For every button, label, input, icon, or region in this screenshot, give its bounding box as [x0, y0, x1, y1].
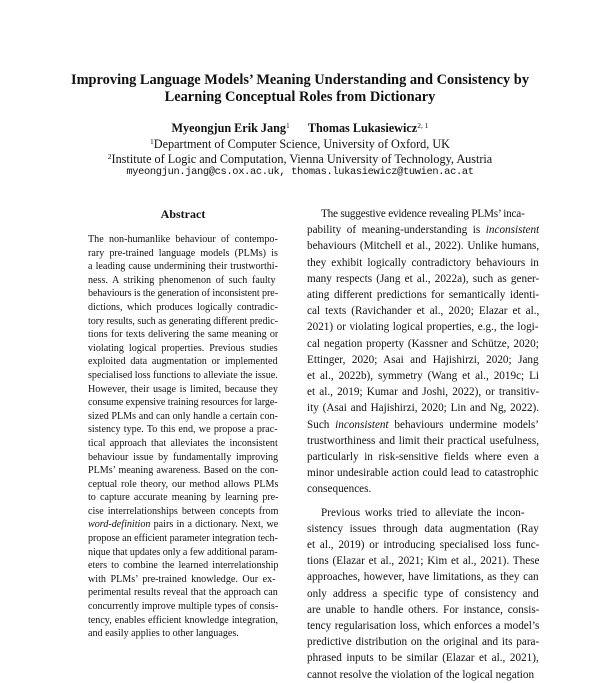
text-line: PLMs’ meaning awareness. Based on the con- — [88, 465, 278, 477]
text-line: However, their usage is limited, because they — [88, 383, 278, 395]
text-line: behaviours is the generation of inconsistent pre- — [88, 288, 278, 300]
affiliation-mark: 2 — [107, 152, 112, 161]
text-line: minor undesirable action could lead to catastrophic — [307, 467, 539, 480]
affiliation-text: Institute of Logic and Computation, Vienna University of Technology, Austria — [111, 152, 493, 166]
text-line: perimental results reveal that the approach can — [88, 587, 278, 599]
text-line: The suggestive evidence revealing PLMs’ inca- — [321, 208, 525, 220]
text-line: tions (Elazar et al., 2021; Kim et al., 2021). These — [307, 555, 539, 568]
text-line: tions for texts delivering the same meaning or — [88, 329, 278, 341]
text-line: tical approach that alleviates the inconsistent — [88, 437, 278, 449]
text-line: a leading cause undermining their trustworthi- — [88, 261, 278, 273]
text-line: ating different predictions for semantically identi- — [307, 289, 539, 302]
text-line: cise interrelationships between concepts from — [88, 505, 278, 517]
text-line: predictive distribution on the original and its para- — [307, 636, 539, 649]
text-line: behaviours (Mitchell et al., 2022). Unlike humans, — [307, 240, 539, 253]
text-line: cal negation property (Kassner and Schütze, 2020; — [307, 337, 539, 350]
abstract-body — [88, 233, 278, 641]
text-line: dictions, which produces logically contradic- — [88, 301, 278, 313]
text-line: tency regularisation loss, which enforces a model’s — [307, 620, 539, 633]
text-line: rary pre-trained language models (PLMs) is — [88, 247, 278, 259]
text-line: with PLMs’ pre-trained knowledge. Our ex- — [88, 573, 276, 585]
text-line: nique that updates only a few additional param- — [88, 546, 278, 558]
text-line: pability of meaning-understanding is inconsistent — [307, 224, 539, 237]
text-line: behaviour issue by fundamentally improving — [88, 451, 278, 463]
text-line: sized PLMs and can only handle a certain con- — [88, 410, 278, 422]
text-line: they exhibit logically contradictory behaviours in — [307, 256, 539, 269]
intro-paragraph — [307, 505, 539, 683]
text-line: only address a specific type of consistency and — [307, 587, 539, 600]
affiliation-text: Department of Computer Science, University of Oxford, UK — [153, 137, 450, 151]
text-line: eters to combine the learned interrelationship — [88, 560, 278, 572]
text-line: specialised loss functions to alleviate the issue. — [88, 369, 278, 381]
title-line: Improving Language Models’ Meaning Understanding and Consistency by — [70, 72, 530, 88]
paper-title — [40, 72, 560, 106]
intro-column — [307, 206, 539, 683]
text-line: consequences. — [307, 483, 372, 496]
text-line: sistency issues through data augmentation (Ray — [307, 522, 539, 535]
text-line: violating logical properties. Previous studies — [88, 342, 278, 354]
text-line: and easily applies to other languages. — [88, 628, 239, 640]
text-line: 2021) or violating logical properties, e.g., the logi- — [307, 321, 539, 334]
text-line: phrased inputs to be similar (Elazar et al., 2021), — [307, 652, 539, 665]
text-line: ity (Asai and Hajishirzi, 2020; Lin and Ng, 2022). — [307, 402, 539, 415]
abstract-heading: Abstract — [160, 207, 206, 221]
author-affil-mark: 2, 1 — [417, 121, 429, 130]
text-line: consume expensive training resources for large- — [88, 397, 278, 409]
text-line: et al., 2019; Kumar and Joshi, 2022), or transitiv- — [307, 386, 539, 399]
author-name: Thomas Lukasiewicz — [307, 121, 418, 135]
text-line: word-definition pairs in a dictionary. Next, we — [88, 519, 278, 531]
text-line: trustworthiness and limit their practical usefulness, — [307, 434, 539, 447]
text-line: approaches, however, have limitations, as they can — [307, 571, 539, 584]
author-name: Myeongjun Erik Jang — [171, 121, 286, 135]
text-line: tory results, such as generating different predic- — [88, 315, 278, 327]
affiliation-mark: 1 — [150, 137, 154, 146]
text-line: tency, enables efficient knowledge integration, — [88, 614, 278, 626]
text-line: ceptual role theory, our method allows PLMs — [88, 478, 278, 490]
author-affil-mark: 1 — [286, 121, 290, 130]
text-line: concurrently improve multiple types of consis- — [88, 601, 278, 613]
text-line: Previous works tried to alleviate the incon- — [321, 506, 525, 519]
text-line: are unable to handle others. For instance, consis- — [307, 603, 539, 616]
text-line: sistency type. To this end, we propose a prac- — [88, 424, 278, 436]
text-line: cannot resolve the violation of the logical negation — [307, 668, 535, 681]
text-line: The non-humanlike behaviour of contempo- — [88, 234, 278, 245]
text-line: ness. A striking phenomenon of such faulty — [88, 274, 276, 286]
text-line: to capture accurate meaning by learning pre- — [88, 492, 278, 504]
text-line: cal texts (Ravichander et al., 2020; Elazar et al., — [307, 305, 539, 318]
text-line: Such inconsistent behaviours undermine models’ — [307, 418, 539, 431]
text-line: particularly in risk-sensitive fields where even a — [307, 451, 539, 464]
author-emails[interactable]: myeongjun.jang@cs.ox.ac.uk, thomas.lukasiewicz@tuwien.ac.at — [126, 166, 474, 178]
text-line: et al., 2022b), symmetry (Wang et al., 2019c; Li — [307, 370, 539, 383]
title-line: Learning Conceptual Roles from Dictionary — [164, 89, 436, 105]
text-line: exploited data augmentation or implemented — [88, 356, 278, 368]
text-line: Ettinger, 2020; Asai and Hajishirzi, 2020; Jang — [307, 353, 539, 366]
text-line: many respects (Jang et al., 2022a), such as gener- — [307, 272, 539, 285]
intro-paragraph — [307, 206, 539, 498]
text-line: propose an efficient parameter integration tech- — [88, 533, 278, 545]
text-line: et al., 2019) or introducing specialised loss func- — [307, 539, 539, 552]
